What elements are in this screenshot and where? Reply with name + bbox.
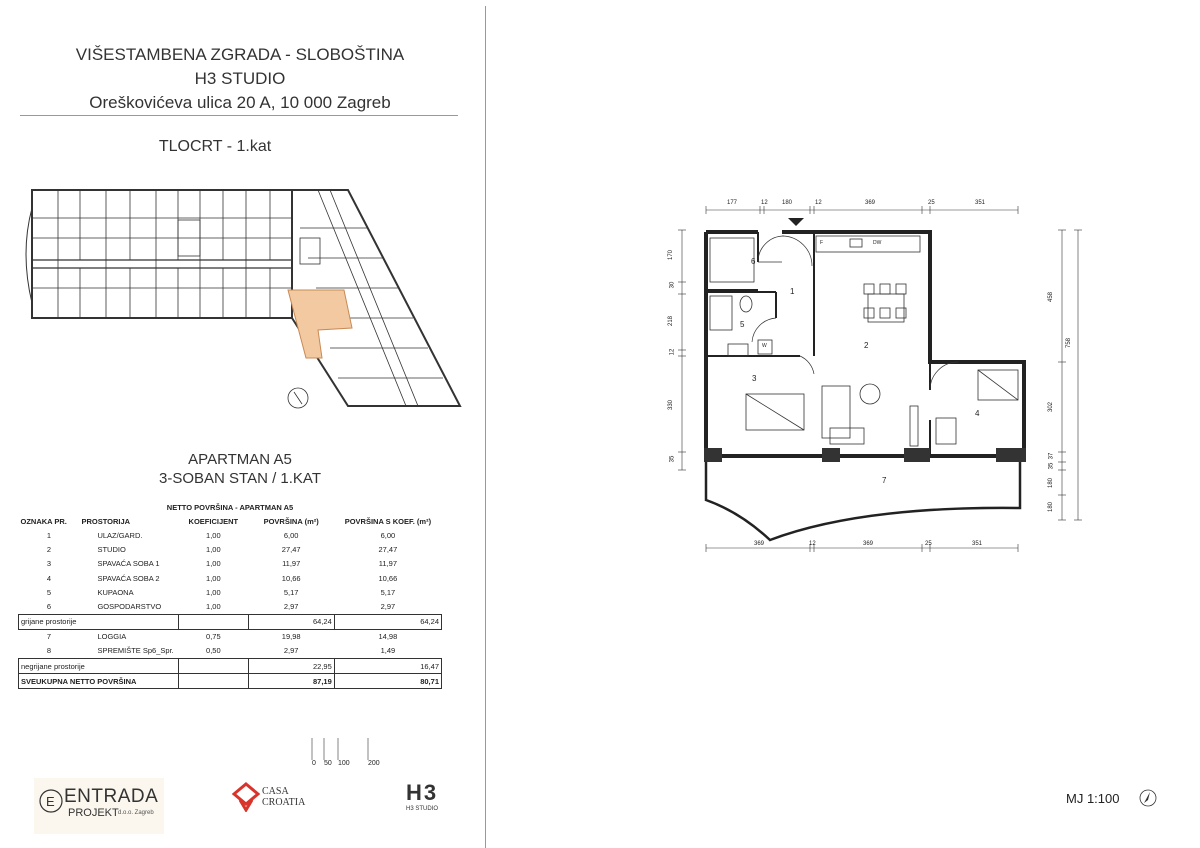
table-cell: 3 [46,559,52,569]
entrada-logo [34,778,164,834]
dim-right-4: 35 [1048,462,1055,470]
table-cell: GOSPODARSTVO [97,601,162,611]
table-cell: 19,98 [281,632,301,642]
table-row [19,528,442,542]
dim-bottom-4: 25 [925,541,932,547]
table-caption: NETTO POVRŠINA - APARTMAN A5 [166,502,294,512]
table-cell: 4 [46,573,52,583]
dim-top-6: 25 [928,200,935,206]
table-cell: KUPAONA [97,587,134,597]
dim-top-1: 177 [727,200,738,206]
apartment-name: APARTMAN A5 [188,451,292,468]
table-cell: 6 [46,601,52,611]
plan-scale: MJ 1:100 [1066,791,1120,806]
table-cell: 5,17 [380,587,396,597]
dim-top-2: 12 [761,200,768,206]
area-table [18,500,442,689]
header-area-coef: POVRŠINA S KOEF. (m²) [344,516,432,526]
table-row [19,629,442,644]
table-header [19,514,442,528]
dim-left-4: 12 [669,348,676,356]
table-cell: SPREMIŠTE Sp6_Spr. [97,646,174,656]
table-cell: STUDIO [97,545,126,555]
table-cell: 6,00 [283,530,299,540]
table-cell: 1,49 [380,646,396,656]
dim-right-2: 302 [1048,401,1055,413]
scale-label-0: 0 [312,760,316,767]
table-cell: 2 [46,545,52,555]
table-cell: 1,00 [206,559,221,569]
casa-croatia-logo [232,782,322,816]
table-cell: 1 [46,530,52,540]
room-label-4: 4 [975,409,980,418]
h3-name: H3 STUDIO [405,806,438,812]
table-cell: 2,97 [283,646,299,656]
studio-name: H3 STUDIO [194,69,286,88]
room-label-5: 5 [740,320,745,329]
unheated-rows [19,629,442,658]
entrada-name: ENTRADA [64,786,159,807]
dim-top-4: 12 [815,200,822,206]
table-cell: 27,47 [378,545,398,555]
table-cell: SPAVAĆA SOBA 2 [97,573,160,583]
dim-right-3: 37 [1048,452,1055,460]
scale-label-50: 50 [324,760,332,767]
entrada-emblem-icon [38,788,64,814]
svg-text:E: E [46,794,55,809]
room-label-6: 6 [751,257,756,266]
apartment-type: 3-SOBAN STAN / 1.KAT [159,470,321,487]
casa-croatia-emblem-icon [232,782,260,812]
casa-line1: CASA [262,786,289,797]
table-cell: 6,00 [380,530,396,540]
table-cell: 2,97 [283,601,299,611]
table-cell: SPAVAĆA SOBA 1 [97,559,160,569]
dim-top-3: 180 [782,200,793,206]
scale-label-200: 200 [368,760,380,767]
grand-total-row: SVEUKUPNA NETTO POVRŠINA 87,19 80,71 [19,674,442,689]
room-label-3: 3 [752,374,757,383]
entrada-tag: d.o.o. Zagreb [118,810,154,816]
table-row [19,644,442,659]
table-cell: ULAZ/GARD. [97,530,143,540]
dim-top-5: 369 [865,200,876,206]
heated-rows [19,528,442,614]
room-label-2: 2 [864,341,869,350]
table-cell: 11,97 [282,559,301,569]
dim-top-7: 351 [975,200,986,206]
address: Oreškovićeva ulica 20 A, 10 000 Zagreb [89,93,391,112]
table-cell: 1,00 [206,530,221,540]
project-title [0,43,480,115]
header-label: OZNAKA PR. [20,516,67,526]
panel-divider [485,6,486,848]
dim-left-2: 30 [669,281,676,289]
dim-right-1: 458 [1048,291,1055,303]
dim-bottom-3: 369 [863,541,874,547]
h3-mark: H3 [405,780,439,805]
dim-bottom-5: 351 [972,541,983,547]
table-row [19,585,442,599]
fixture-dishwasher: DW [873,240,882,246]
dim-bottom-1: 369 [754,541,765,547]
header-coef: KOEFICIJENT [188,516,239,526]
table-row [19,599,442,614]
fixture-fridge: F [820,240,824,246]
north-arrow-icon [1138,788,1158,808]
table-cell: 5 [46,587,52,597]
room-label-7: 7 [882,476,887,485]
dim-right-6: 180 [1048,501,1055,513]
scale-bar-labels [308,760,398,772]
table-cell: 8 [46,646,52,656]
table-cell: 7 [46,632,52,642]
plan-labels [660,190,1090,570]
keyplan-drawing [18,168,466,416]
table-cell: 0,50 [206,646,221,656]
table-cell: 11,97 [378,559,397,569]
header-area: POVRŠINA (m²) [263,516,319,526]
fixture-washer: W [762,343,767,349]
dim-left-6: 35 [669,455,676,463]
h3-studio-logo [396,780,448,820]
entrada-sub: PROJEKT [68,807,119,819]
table-cell: 10,66 [378,573,398,583]
table-cell: 1,00 [206,545,221,555]
dim-bottom-2: 12 [809,541,816,547]
dim-left-5: 330 [668,399,675,411]
table-row [19,543,442,557]
project-name: VIŠESTAMBENA ZGRADA - SLOBOŠTINA [75,45,405,64]
table-cell: 1,00 [206,573,221,583]
dim-right-total: 758 [1066,337,1073,349]
table-cell: 1,00 [206,601,221,611]
scale-label-100: 100 [338,760,350,767]
table-cell: 2,97 [380,601,396,611]
heated-total-row: grijane prostorije 64,24 64,24 [19,614,442,629]
dim-right-5: 180 [1048,477,1055,489]
table-row [19,557,442,571]
dim-left-3: 218 [668,315,675,327]
table-cell: 10,66 [281,573,301,583]
keyplan-title: TLOCRT - 1.kat [158,138,272,155]
casa-line2: CROATIA [262,797,306,808]
table-cell: 1,00 [206,587,221,597]
room-label-1: 1 [790,287,795,296]
table-cell: 27,47 [281,545,301,555]
table-cell: LOGGIA [97,632,127,642]
table-cell: 0,75 [206,632,221,642]
table-cell: 5,17 [283,587,299,597]
dim-left-1: 170 [668,249,675,261]
table-cell: 14,98 [378,632,398,642]
header-room: PROSTORIJA [81,516,131,526]
header-divider [20,115,458,116]
table-row [19,571,442,585]
unheated-total-row: negrijane prostorije 22,95 16,47 [19,659,442,674]
